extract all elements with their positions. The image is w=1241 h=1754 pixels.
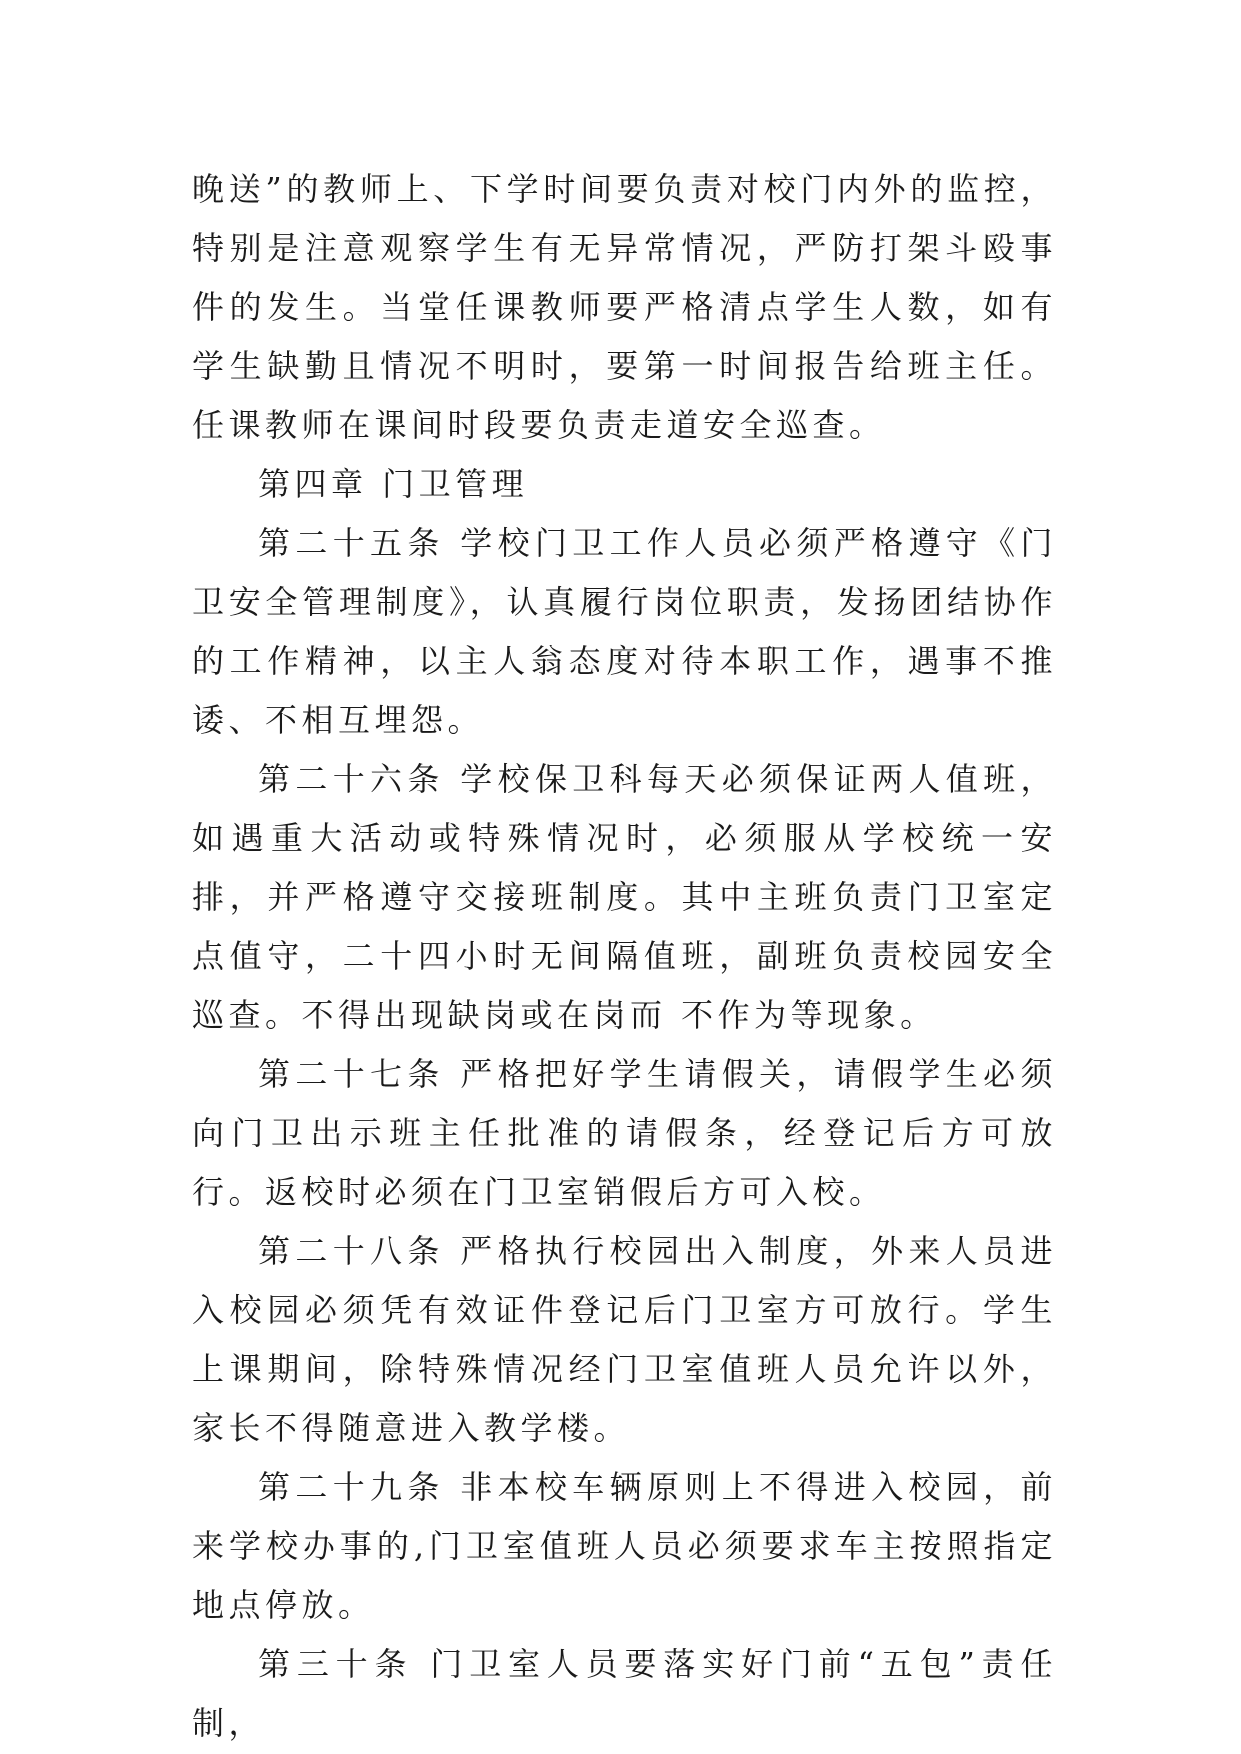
article-29: 第二十九条 非本校车辆原则上不得进入校园，前来学校办事的,门卫室值班人员必须要求车主按照指定地点停放。 [192, 1468, 1057, 1624]
document-page [192, 160, 1057, 1753]
article-25: 第二十五条 学校门卫工作人员必须严格遵守《门卫安全管理制度》，认真履行岗位职责，发扬团结协作的工作精神，以主人翁态度对待本职工作，遇事不推诿、不相互埋怨。 [192, 524, 1057, 739]
chapter-heading: 第四章 门卫管理 [258, 465, 529, 503]
article-30: 第三十条 门卫室人员要落实好门前“五包”责任制， [192, 1645, 1057, 1742]
article-27: 第二十七条 严格把好学生请假关，请假学生必须向门卫出示班主任批准的请假条，经登记后方可放行。返校时必须在门卫室销假后方可入校。 [192, 1055, 1057, 1211]
article-28: 第二十八条 严格执行校园出入制度，外来人员进入校园必须凭有效证件登记后门卫室方可放行。学生上课期间，除特殊情况经门卫室值班人员允许以外，家长不得随意进入教学楼。 [192, 1232, 1057, 1447]
paragraph-continuation: 晚送”的教师上、下学时间要负责对校门内外的监控，特别是注意观察学生有无异常情况，严防打架斗殴事件的发生。当堂任课教师要严格清点学生人数，如有学生缺勤且情况不明时，要第一时间报告给班主任。任课教师在课间时段要负责走道安全巡查。 [192, 170, 1057, 444]
article-26: 第二十六条 学校保卫科每天必须保证两人值班，如遇重大活动或特殊情况时，必须服从学校统一安排，并严格遵守交接班制度。其中主班负责门卫室定点值守，二十四小时无间隔值班，副班负责校园安全巡查。不得出现缺岗或在岗而 不作为等现象。 [192, 760, 1057, 1034]
